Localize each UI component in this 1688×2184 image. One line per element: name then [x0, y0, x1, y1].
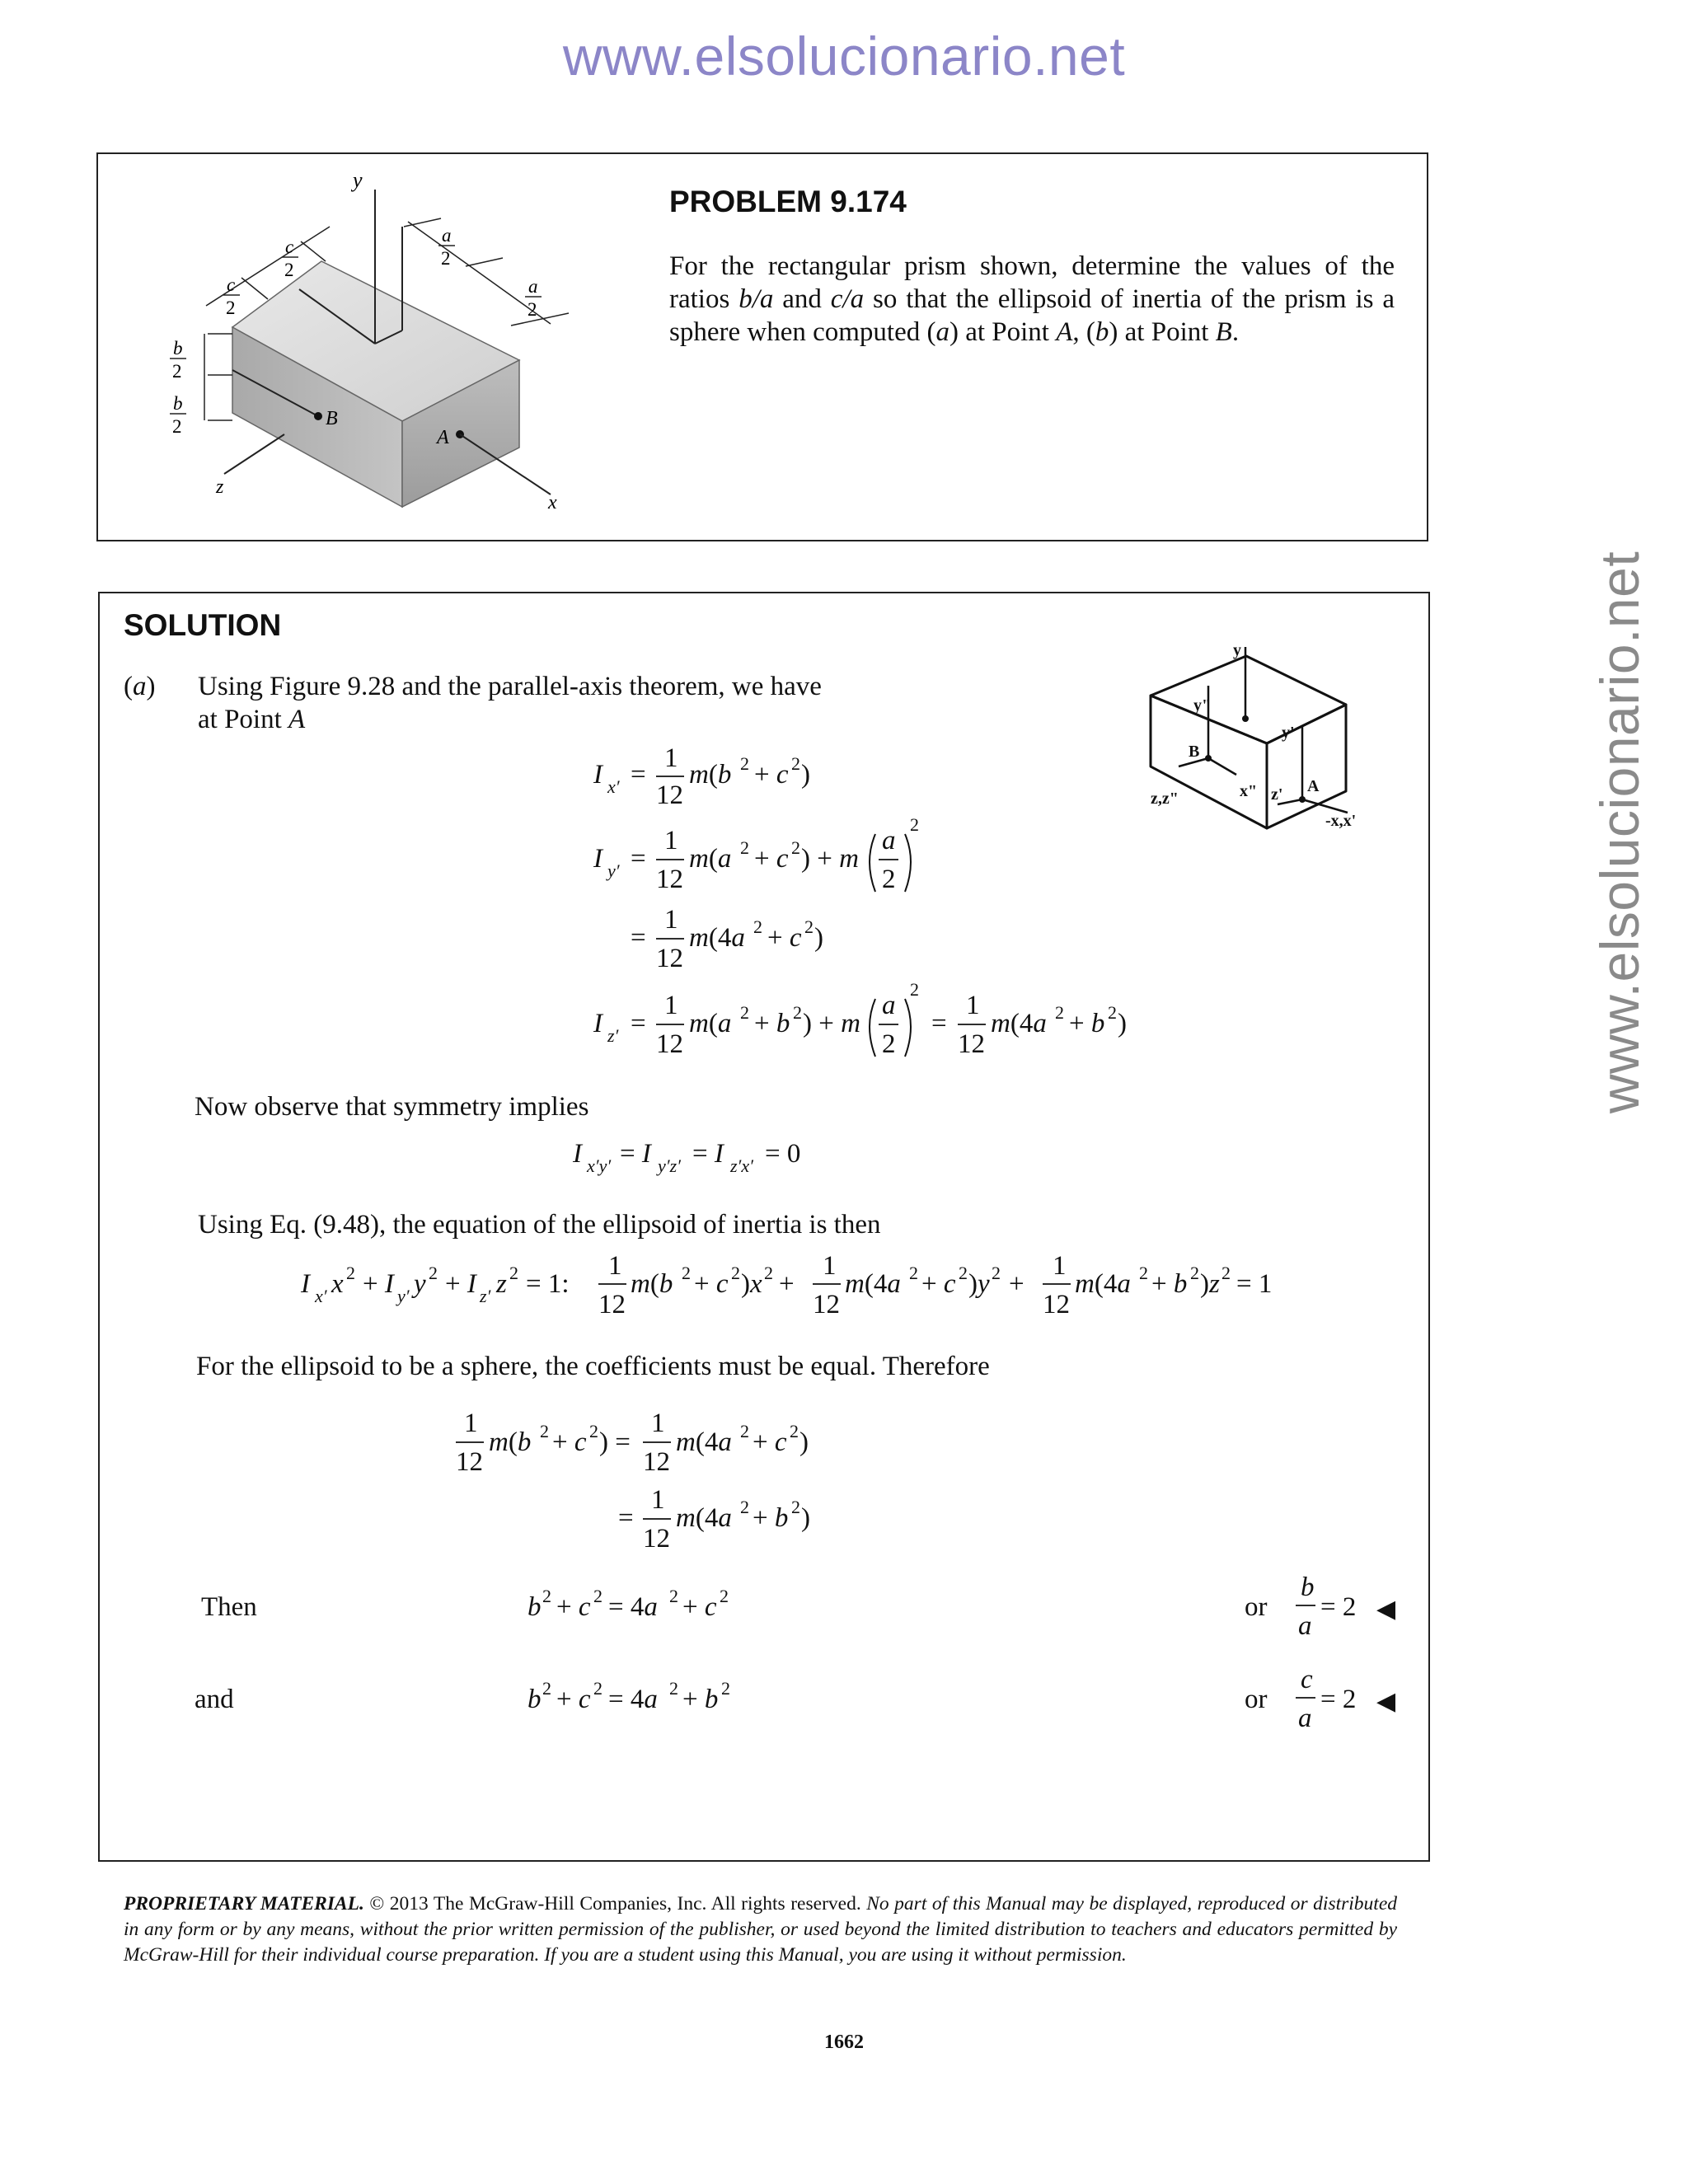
svg-text:12: 12: [656, 1029, 683, 1059]
svg-text:2: 2: [791, 753, 800, 774]
problem-statement: For the rectangular prism shown, determine the values of the ratios b/a and c/a so that the ellipsoid of inertia of the prism is a sphere when computed (a) at Point A, (b) at Point B.: [669, 251, 1395, 347]
svg-text:+ b: + b: [754, 1009, 790, 1038]
svg-text:=: =: [931, 1009, 947, 1038]
sketch-y2: y": [1193, 696, 1212, 715]
and-label: and: [195, 1685, 234, 1714]
svg-text:+ c: + c: [767, 923, 802, 953]
answer-b: [1296, 1572, 1356, 1641]
svg-text:+ b: + b: [753, 1503, 789, 1533]
svg-text:=: =: [631, 1009, 646, 1038]
frac-c-1-den: 2: [284, 260, 294, 280]
eq-and: [528, 1678, 730, 1714]
svg-text:2: 2: [740, 1497, 749, 1517]
svg-text:b: b: [528, 1592, 542, 1622]
svg-text:x: x: [331, 1269, 344, 1299]
svg-text:m(4a: m(4a: [1075, 1269, 1131, 1299]
svg-text:m(a: m(a: [689, 844, 732, 874]
svg-text:1: 1: [966, 991, 980, 1020]
eq-iy: [593, 814, 919, 894]
svg-text:+ c: + c: [556, 1685, 591, 1714]
sketch-z1: z': [1271, 785, 1283, 804]
svg-text:a: a: [1298, 1611, 1312, 1641]
svg-text:): ): [801, 1503, 810, 1533]
svg-text:I: I: [593, 760, 603, 790]
svg-text:): ): [1118, 1009, 1127, 1038]
svg-text:I: I: [573, 1139, 582, 1169]
frac-b-1-num: b: [173, 338, 183, 359]
svg-text:+ I: + I: [363, 1269, 394, 1299]
frac-a-1-den: 2: [441, 248, 451, 269]
svg-text:z: z: [496, 1269, 507, 1299]
svg-text:2: 2: [346, 1263, 355, 1283]
sketch-y: y: [1233, 643, 1241, 659]
svg-text:x′: x′: [607, 776, 620, 797]
svg-text:12: 12: [813, 1290, 840, 1319]
svg-text:2: 2: [740, 1421, 749, 1441]
svg-text:+ I: + I: [445, 1269, 476, 1299]
sketch-x2: x": [1240, 782, 1258, 800]
svg-text:x′y′: x′y′: [587, 1155, 612, 1176]
svg-text:+ b: + b: [1069, 1009, 1105, 1038]
svg-text:2: 2: [721, 1678, 730, 1699]
intro-line-2: at Point A: [198, 705, 306, 734]
svg-text:) + m: ) + m: [803, 1009, 860, 1038]
svg-text:I: I: [301, 1269, 310, 1299]
svg-text:m(b: m(b: [689, 760, 732, 790]
svg-text:+ c: + c: [753, 1427, 787, 1457]
svg-text:b: b: [1301, 1572, 1315, 1602]
watermark-top[interactable]: www.elsolucionario.net: [562, 26, 1126, 87]
svg-text:2: 2: [540, 1421, 549, 1441]
svg-text:y′: y′: [607, 860, 620, 881]
svg-text:= I: = I: [692, 1139, 724, 1169]
svg-text:12: 12: [456, 1447, 483, 1477]
svg-text:1: 1: [664, 826, 678, 855]
svg-text:z′: z′: [480, 1286, 491, 1306]
svg-text:+: +: [1009, 1269, 1025, 1299]
svg-text:m(a: m(a: [689, 1009, 732, 1038]
svg-text:2: 2: [731, 1263, 740, 1283]
svg-text:a: a: [882, 991, 896, 1020]
svg-text:2: 2: [682, 1263, 691, 1283]
svg-text:2: 2: [1055, 1002, 1064, 1023]
svg-text:1: 1: [651, 1485, 665, 1515]
or-label-1: or: [1245, 1592, 1268, 1622]
svg-text:= I: = I: [620, 1139, 651, 1169]
svg-text:a: a: [882, 826, 896, 855]
page-number: 1662: [824, 2032, 864, 2053]
svg-text:m(4a: m(4a: [845, 1269, 901, 1299]
svg-text:12: 12: [643, 1524, 670, 1554]
svg-text:2: 2: [1221, 1263, 1231, 1283]
svg-text:2: 2: [910, 814, 919, 835]
svg-text:2: 2: [509, 1263, 518, 1283]
label-z: z: [216, 476, 224, 498]
svg-text:m(4a: m(4a: [676, 1427, 732, 1457]
frac-a-2-den: 2: [528, 299, 537, 320]
svg-text:2: 2: [542, 1586, 551, 1606]
svg-text:2: 2: [740, 753, 749, 774]
svg-text:1: 1: [608, 1251, 622, 1281]
svg-text:2: 2: [593, 1678, 603, 1699]
svg-text:y: y: [414, 1269, 426, 1299]
svg-text:=: =: [631, 760, 646, 790]
svg-text:+ c: + c: [552, 1427, 587, 1457]
eq-ix: [593, 743, 810, 810]
svg-text:2: 2: [882, 865, 896, 894]
svg-text:2: 2: [959, 1263, 968, 1283]
label-y: y: [353, 169, 363, 192]
frac-c-1-num: c: [285, 237, 294, 257]
svg-text:)z: )z: [1200, 1269, 1220, 1299]
svg-text:=: =: [618, 1503, 634, 1533]
svg-text:) =: ) =: [599, 1427, 631, 1457]
svg-text:+ b: + b: [682, 1685, 719, 1714]
svg-text:+ c: + c: [754, 760, 789, 790]
svg-text:) + m: ) + m: [801, 844, 859, 874]
svg-text:1: 1: [664, 905, 678, 935]
svg-text:+: +: [779, 1269, 795, 1299]
watermark-side[interactable]: www.elsolucionario.net: [1589, 551, 1650, 1114]
svg-text:2: 2: [764, 1263, 773, 1283]
intro-line-1: Using Figure 9.28 and the parallel-axis theorem, we have: [198, 672, 822, 701]
svg-text:2: 2: [669, 1678, 678, 1699]
svg-text:)x: )x: [741, 1269, 762, 1299]
svg-text:+ c: + c: [682, 1592, 717, 1622]
eq-ellipsoid: [300, 1251, 1272, 1319]
svg-text:2: 2: [1139, 1263, 1148, 1283]
eq-products: [572, 1139, 800, 1176]
frac-a-1-num: a: [442, 225, 452, 246]
svg-text:a: a: [1298, 1704, 1312, 1733]
svg-text:=: =: [631, 844, 646, 874]
svg-text:2: 2: [740, 1002, 749, 1023]
svg-text:12: 12: [656, 944, 683, 973]
svg-text:= 0: = 0: [765, 1139, 801, 1169]
svg-text:m(b: m(b: [631, 1269, 673, 1299]
svg-text:2: 2: [882, 1029, 896, 1059]
answer-marker-2: ◀: [1376, 1687, 1396, 1716]
sketch-y1: y': [1282, 724, 1295, 742]
svg-text:2: 2: [793, 1002, 802, 1023]
svg-text:2: 2: [740, 837, 749, 858]
svg-text:+ c: + c: [556, 1592, 591, 1622]
svg-text:2: 2: [753, 916, 762, 937]
svg-text:+ c: + c: [921, 1269, 956, 1299]
svg-text:I: I: [593, 844, 603, 874]
sketch-x: -x,x': [1325, 812, 1357, 830]
svg-text:2: 2: [791, 1497, 800, 1517]
svg-text:2: 2: [992, 1263, 1001, 1283]
svg-text:= 2: = 2: [1320, 1592, 1357, 1622]
svg-text:= 4a: = 4a: [608, 1592, 658, 1622]
answer-marker-1: ◀: [1376, 1595, 1396, 1624]
svg-text:= 1: = 1: [1236, 1269, 1273, 1299]
svg-text:1: 1: [1053, 1251, 1067, 1281]
svg-text:z′x′: z′x′: [730, 1155, 753, 1176]
svg-text:1: 1: [464, 1408, 478, 1438]
svg-text:y′: y′: [397, 1286, 410, 1306]
frac-a-2-num: a: [528, 276, 538, 297]
label-b-point: B: [326, 408, 338, 429]
svg-text:12: 12: [643, 1447, 670, 1477]
then-label: Then: [201, 1592, 257, 1622]
svg-text:z′: z′: [607, 1025, 619, 1046]
svg-text:12: 12: [958, 1029, 985, 1059]
part-label: (a): [124, 672, 156, 701]
frac-b-2-num: b: [173, 393, 183, 414]
frac-b-2-den: 2: [172, 416, 182, 437]
svg-text:2: 2: [589, 1421, 598, 1441]
svg-text:2: 2: [791, 837, 800, 858]
eq-intro-text: Using Eq. (9.48), the equation of the ellipsoid of inertia is then: [198, 1210, 881, 1240]
copyright-notice: PROPRIETARY MATERIAL. © 2013 The McGraw-Hill Companies, Inc. All rights reserved. No part of this Manual may be displayed, reproduced or distributed in any form or by any means, without the prior written permission of the publisher, or used beyond the limited distribution to teachers and educators permitted by McGraw-Hill for their individual course preparation. If you are a student using this Manual, you are using it without permission.: [124, 1893, 1398, 1966]
svg-text:= 4a: = 4a: [608, 1685, 658, 1714]
svg-text:12: 12: [656, 780, 683, 810]
eq-iy-simplified: [631, 905, 823, 973]
answer-c: [1296, 1665, 1356, 1733]
svg-text:): ): [799, 1427, 809, 1457]
svg-text:)y: )y: [968, 1269, 990, 1299]
svg-text:2: 2: [804, 916, 814, 937]
svg-text:12: 12: [598, 1290, 626, 1319]
svg-text:12: 12: [1043, 1290, 1070, 1319]
svg-text:m(4a: m(4a: [991, 1009, 1047, 1038]
problem-title: PROBLEM 9.174: [669, 185, 907, 218]
eq-then: [528, 1586, 729, 1622]
svg-text:= 2: = 2: [1320, 1685, 1357, 1714]
svg-text:c: c: [1301, 1665, 1313, 1694]
svg-text:= 1:: = 1:: [526, 1269, 570, 1299]
svg-text:2: 2: [1108, 1002, 1117, 1023]
svg-text:2: 2: [909, 1263, 918, 1283]
svg-text:x′: x′: [315, 1286, 327, 1306]
or-label-2: or: [1245, 1685, 1268, 1714]
svg-text:b: b: [528, 1685, 542, 1714]
solution-title: SOLUTION: [124, 608, 282, 642]
svg-text:1: 1: [664, 743, 678, 773]
svg-text:=: =: [631, 923, 646, 953]
sphere-text: For the ellipsoid to be a sphere, the coefficients must be equal. Therefore: [196, 1352, 990, 1381]
svg-text:m(b: m(b: [489, 1427, 532, 1457]
svg-text:I: I: [593, 1009, 603, 1038]
eq-coefficients: [456, 1408, 810, 1554]
sketch-a: A: [1307, 777, 1320, 795]
sketch-z: z,z": [1151, 790, 1179, 808]
svg-text:2: 2: [542, 1678, 551, 1699]
svg-text:): ): [801, 760, 810, 790]
frac-b-1-den: 2: [172, 361, 182, 382]
svg-text:1: 1: [651, 1408, 665, 1438]
svg-text:1: 1: [664, 991, 678, 1020]
svg-text:+ b: + b: [1151, 1269, 1188, 1299]
label-a-point: A: [437, 427, 449, 448]
svg-text:+ c: + c: [754, 844, 789, 874]
svg-text:2: 2: [593, 1586, 603, 1606]
sketch-b: B: [1189, 743, 1200, 761]
frac-c-2-num: c: [227, 274, 236, 295]
svg-text:2: 2: [1190, 1263, 1199, 1283]
svg-text:2: 2: [720, 1586, 729, 1606]
svg-text:2: 2: [790, 1421, 799, 1441]
eq-iz: [593, 979, 1127, 1059]
symmetry-text: Now observe that symmetry implies: [195, 1092, 589, 1122]
svg-text:2: 2: [910, 979, 919, 1000]
svg-text:y′z′: y′z′: [658, 1155, 681, 1176]
svg-text:): ): [814, 923, 823, 953]
svg-text:2: 2: [669, 1586, 678, 1606]
svg-text:12: 12: [656, 865, 683, 894]
svg-text:1: 1: [823, 1251, 837, 1281]
svg-text:m(4a: m(4a: [676, 1503, 732, 1533]
svg-text:+ c: + c: [694, 1269, 729, 1299]
svg-text:m(4a: m(4a: [689, 923, 745, 953]
label-x: x: [548, 492, 557, 513]
frac-c-2-den: 2: [226, 298, 236, 318]
svg-text:2: 2: [429, 1263, 438, 1283]
